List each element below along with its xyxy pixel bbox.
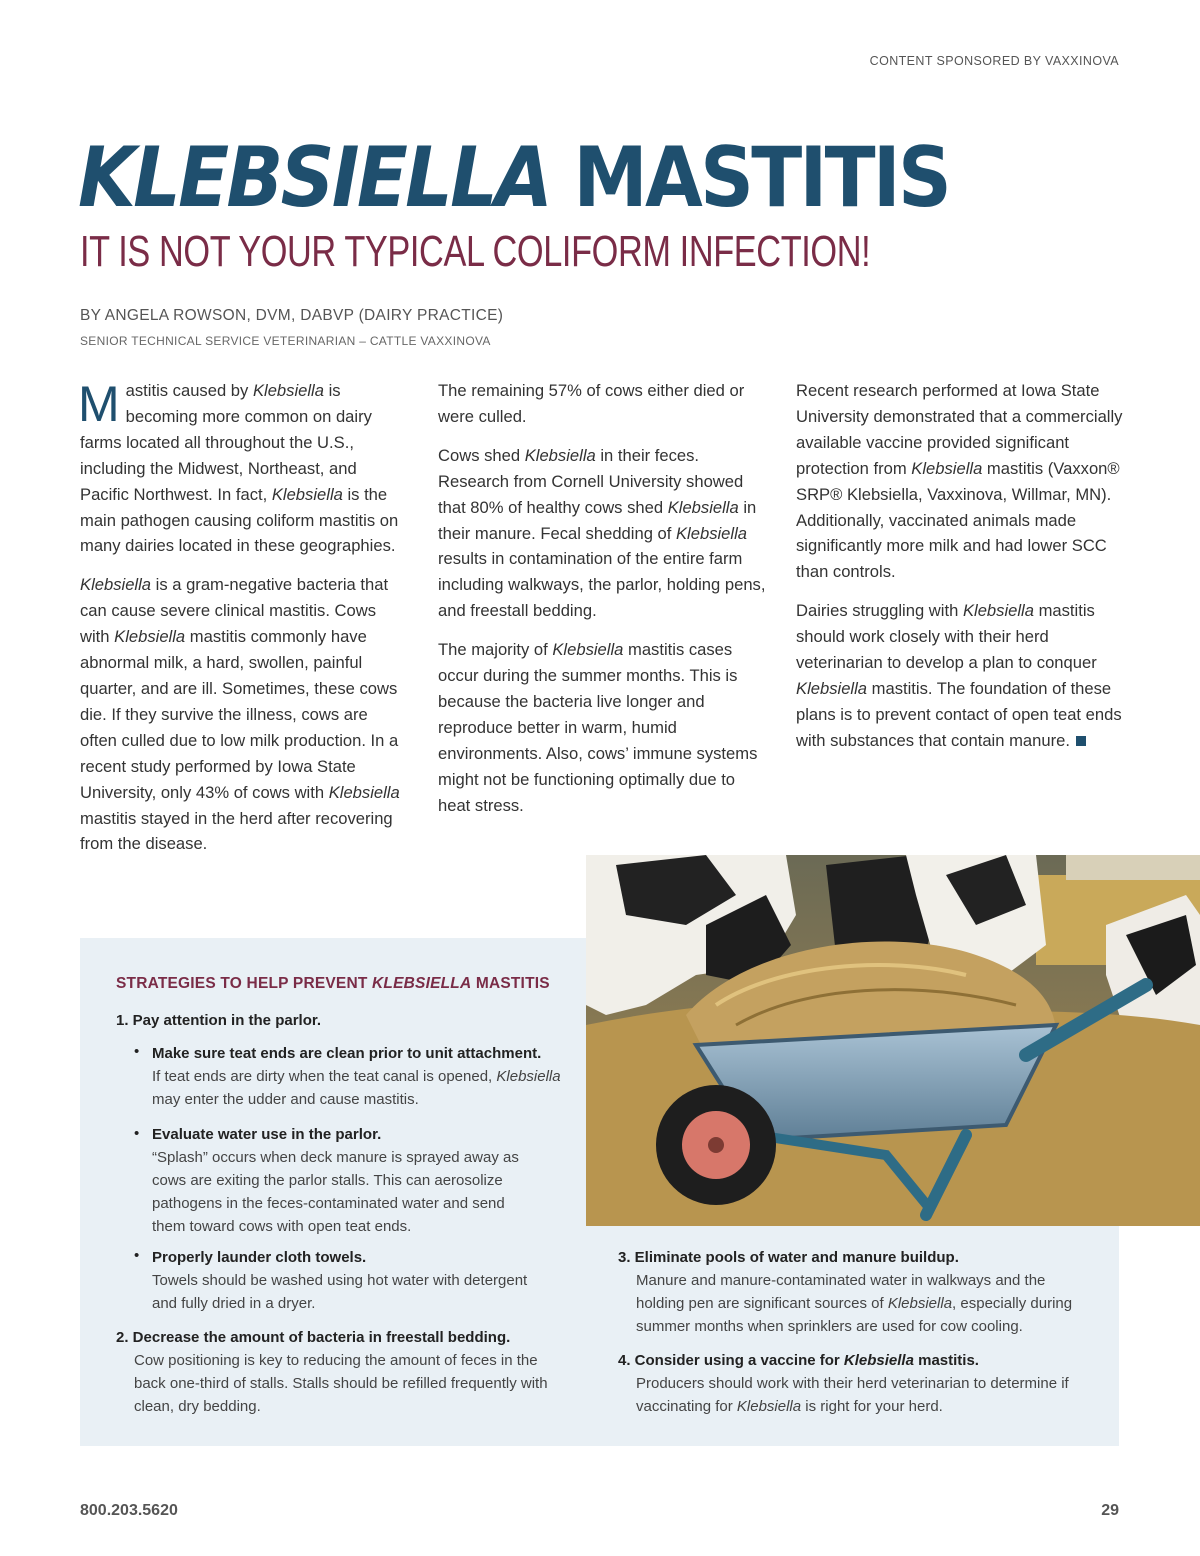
text: , especially during summer months when sprinklers are used for cow cooling. <box>636 1295 1073 1335</box>
end-mark-icon <box>1076 736 1086 746</box>
bullet-icon: • <box>134 1125 140 1142</box>
bullet-text: Towels should be washed using hot water with detergent and fully dried in a dryer. <box>152 1272 528 1312</box>
body-column-1 <box>80 378 408 870</box>
item-heading: 2. Decrease the amount of bacteria in freestall bedding. <box>116 1329 511 1346</box>
text: mastitis. The foundation of these plans is to prevent contact of open teat ends with substances that contain manure. <box>796 678 1122 750</box>
paragraph <box>438 637 768 818</box>
italic-text: Klebsiella <box>552 640 624 660</box>
strategy-item-1 <box>116 1009 556 1032</box>
strategy-item-4 <box>618 1349 1088 1418</box>
text: may enter the udder and cause mastitis. <box>152 1091 419 1108</box>
text: in their manure. Fecal shedding of <box>438 497 757 543</box>
title-rest: MASTITIS <box>550 129 950 226</box>
sidebar-heading <box>116 972 550 995</box>
italic-text: Klebsiella <box>675 523 748 543</box>
text: The majority of <box>438 640 553 660</box>
text: STRATEGIES TO HELP PREVENT <box>116 975 373 992</box>
text: If teat ends are dirty when the teat canal is opened, <box>152 1068 497 1085</box>
article-subtitle: IT IS NOT YOUR TYPICAL COLIFORM INFECTION! <box>80 227 871 276</box>
paragraph <box>438 443 768 624</box>
text: Recent research performed at Iowa State University demonstrated that a commercially available vaccine provided significant protection from <box>796 381 1123 478</box>
italic-text: Klebsiella <box>736 1398 802 1415</box>
strategy-bullet-1 <box>152 1042 562 1111</box>
italic-text: Klebsiella <box>328 782 400 802</box>
text: Cows shed <box>438 445 525 465</box>
paragraph <box>438 378 768 430</box>
text: astitis caused by <box>125 381 253 400</box>
italic-text: Klebsiella <box>271 484 343 504</box>
text: The remaining 57% of cows either died or were culled. <box>438 381 745 426</box>
paragraph <box>80 572 408 857</box>
italic-text: Klebsiella <box>252 381 324 400</box>
footer-phone: 800.203.5620 <box>80 1502 178 1519</box>
italic-text: KLEBSIELLA <box>372 975 472 992</box>
drop-cap: M <box>78 376 120 432</box>
photo-illustration <box>586 855 1200 1226</box>
byline-title: SENIOR TECHNICAL SERVICE VETERINARIAN – CATTLE VAXXINOVA <box>80 334 491 348</box>
text: mastitis should work closely with their herd veterinarian to develop a plan to conquer <box>796 601 1097 673</box>
italic-text: Klebsiella <box>843 1352 914 1369</box>
bullet-heading: Properly launder cloth towels. <box>152 1249 367 1266</box>
italic-text: Klebsiella <box>962 601 1034 621</box>
strategy-item-3 <box>618 1246 1088 1338</box>
text: in their feces. Research from Cornell University showed that 80% of healthy cows shed <box>438 445 744 517</box>
item-heading: 1. Pay attention in the parlor. <box>116 1012 322 1029</box>
text: mastitis (Vaxxon® SRP® Klebsiella, Vaxxinova, Willmar, MN). Additionally, vaccinated animals made significantly more milk and had lower SCC than controls. <box>796 458 1120 582</box>
item-heading <box>618 1352 979 1369</box>
text: is a gram-negative bacteria that can cause severe clinical mastitis. Cows with <box>80 575 389 647</box>
article-title <box>78 129 950 226</box>
text: results in contamination of the entire farm including walkways, the parlor, holding pens, and freestall bedding. <box>438 549 766 621</box>
bullet-text: “Splash” occurs when deck manure is sprayed away as cows are exiting the parlor stalls. This can aerosolize pathogens in the feces-contaminated water and send them toward cows with open teat ends. <box>152 1149 519 1235</box>
italic-text: Klebsiella <box>80 575 152 595</box>
bullet-text <box>152 1065 562 1111</box>
strategy-bullet-2 <box>152 1123 532 1238</box>
text: 4. Consider using a vaccine for <box>618 1352 844 1369</box>
text: mastitis. <box>913 1352 979 1369</box>
cows-wheelbarrow-photo <box>586 855 1200 1226</box>
italic-text: Klebsiella <box>114 627 186 647</box>
strategy-item-2 <box>116 1326 566 1418</box>
body-column-2 <box>438 378 768 832</box>
strategy-bullet-3 <box>152 1246 552 1315</box>
text: is becoming more common on dairy farms located all throughout the U.S., including the Midwest, Northeast, and Pacific Northwest. In fact, <box>80 381 372 504</box>
bullet-heading: Make sure teat ends are clean prior to unit attachment. <box>152 1045 542 1062</box>
text: mastitis stayed in the herd after recovering from the disease. <box>80 808 393 854</box>
text: Manure and manure-contaminated water in walkways and the holding pen are significant sources of <box>636 1272 1046 1312</box>
italic-text: Klebsiella <box>524 445 596 465</box>
italic-text: Klebsiella <box>496 1068 561 1085</box>
item-text: Cow positioning is key to reducing the amount of feces in the back one-third of stalls. Stalls should be refilled frequently with clean, dry bedding. <box>134 1352 548 1415</box>
item-heading: 3. Eliminate pools of water and manure buildup. <box>618 1249 959 1266</box>
paragraph <box>796 598 1126 753</box>
text: Producers should work with their herd veterinarian to determine if vaccinating for <box>636 1375 1069 1415</box>
bullet-icon: • <box>134 1247 140 1264</box>
byline: BY ANGELA ROWSON, DVM, DABVP (DAIRY PRACTICE) <box>80 307 504 324</box>
paragraph <box>796 378 1126 585</box>
bullet-heading: Evaluate water use in the parlor. <box>152 1126 382 1143</box>
text: MASTITIS <box>471 975 550 992</box>
text: mastitis commonly have abnormal milk, a hard, swollen, painful quarter, and are ill. Sometimes, these cows die. If they survive the illness, cows are often culled due to low milk production. In a recent study performed by Iowa State University, only 43% of cows with <box>80 627 399 802</box>
paragraph <box>80 378 408 559</box>
bullet-icon: • <box>134 1043 140 1060</box>
italic-text: Klebsiella <box>667 497 739 517</box>
body-column-3 <box>796 378 1126 767</box>
text: is the main pathogen causing coliform mastitis on many dairies located in these geographies. <box>80 484 399 556</box>
page-number: 29 <box>1101 1502 1119 1519</box>
italic-text: Klebsiella <box>911 458 983 478</box>
sponsor-note: CONTENT SPONSORED BY VAXXINOVA <box>869 54 1119 68</box>
item-text <box>618 1372 1088 1418</box>
italic-text: Klebsiella <box>796 678 868 698</box>
item-text <box>618 1269 1088 1338</box>
italic-text: Klebsiella <box>887 1295 953 1312</box>
title-italic: KLEBSIELLA <box>78 129 551 226</box>
text: is right for your herd. <box>801 1398 943 1415</box>
text: Dairies struggling with <box>796 601 963 621</box>
text: mastitis cases occur during the summer months. This is because the bacteria live longer and reproduce better in warm, humid environments. Also, cows’ immune systems might not be functioning optimally due to heat stress. <box>438 640 758 815</box>
